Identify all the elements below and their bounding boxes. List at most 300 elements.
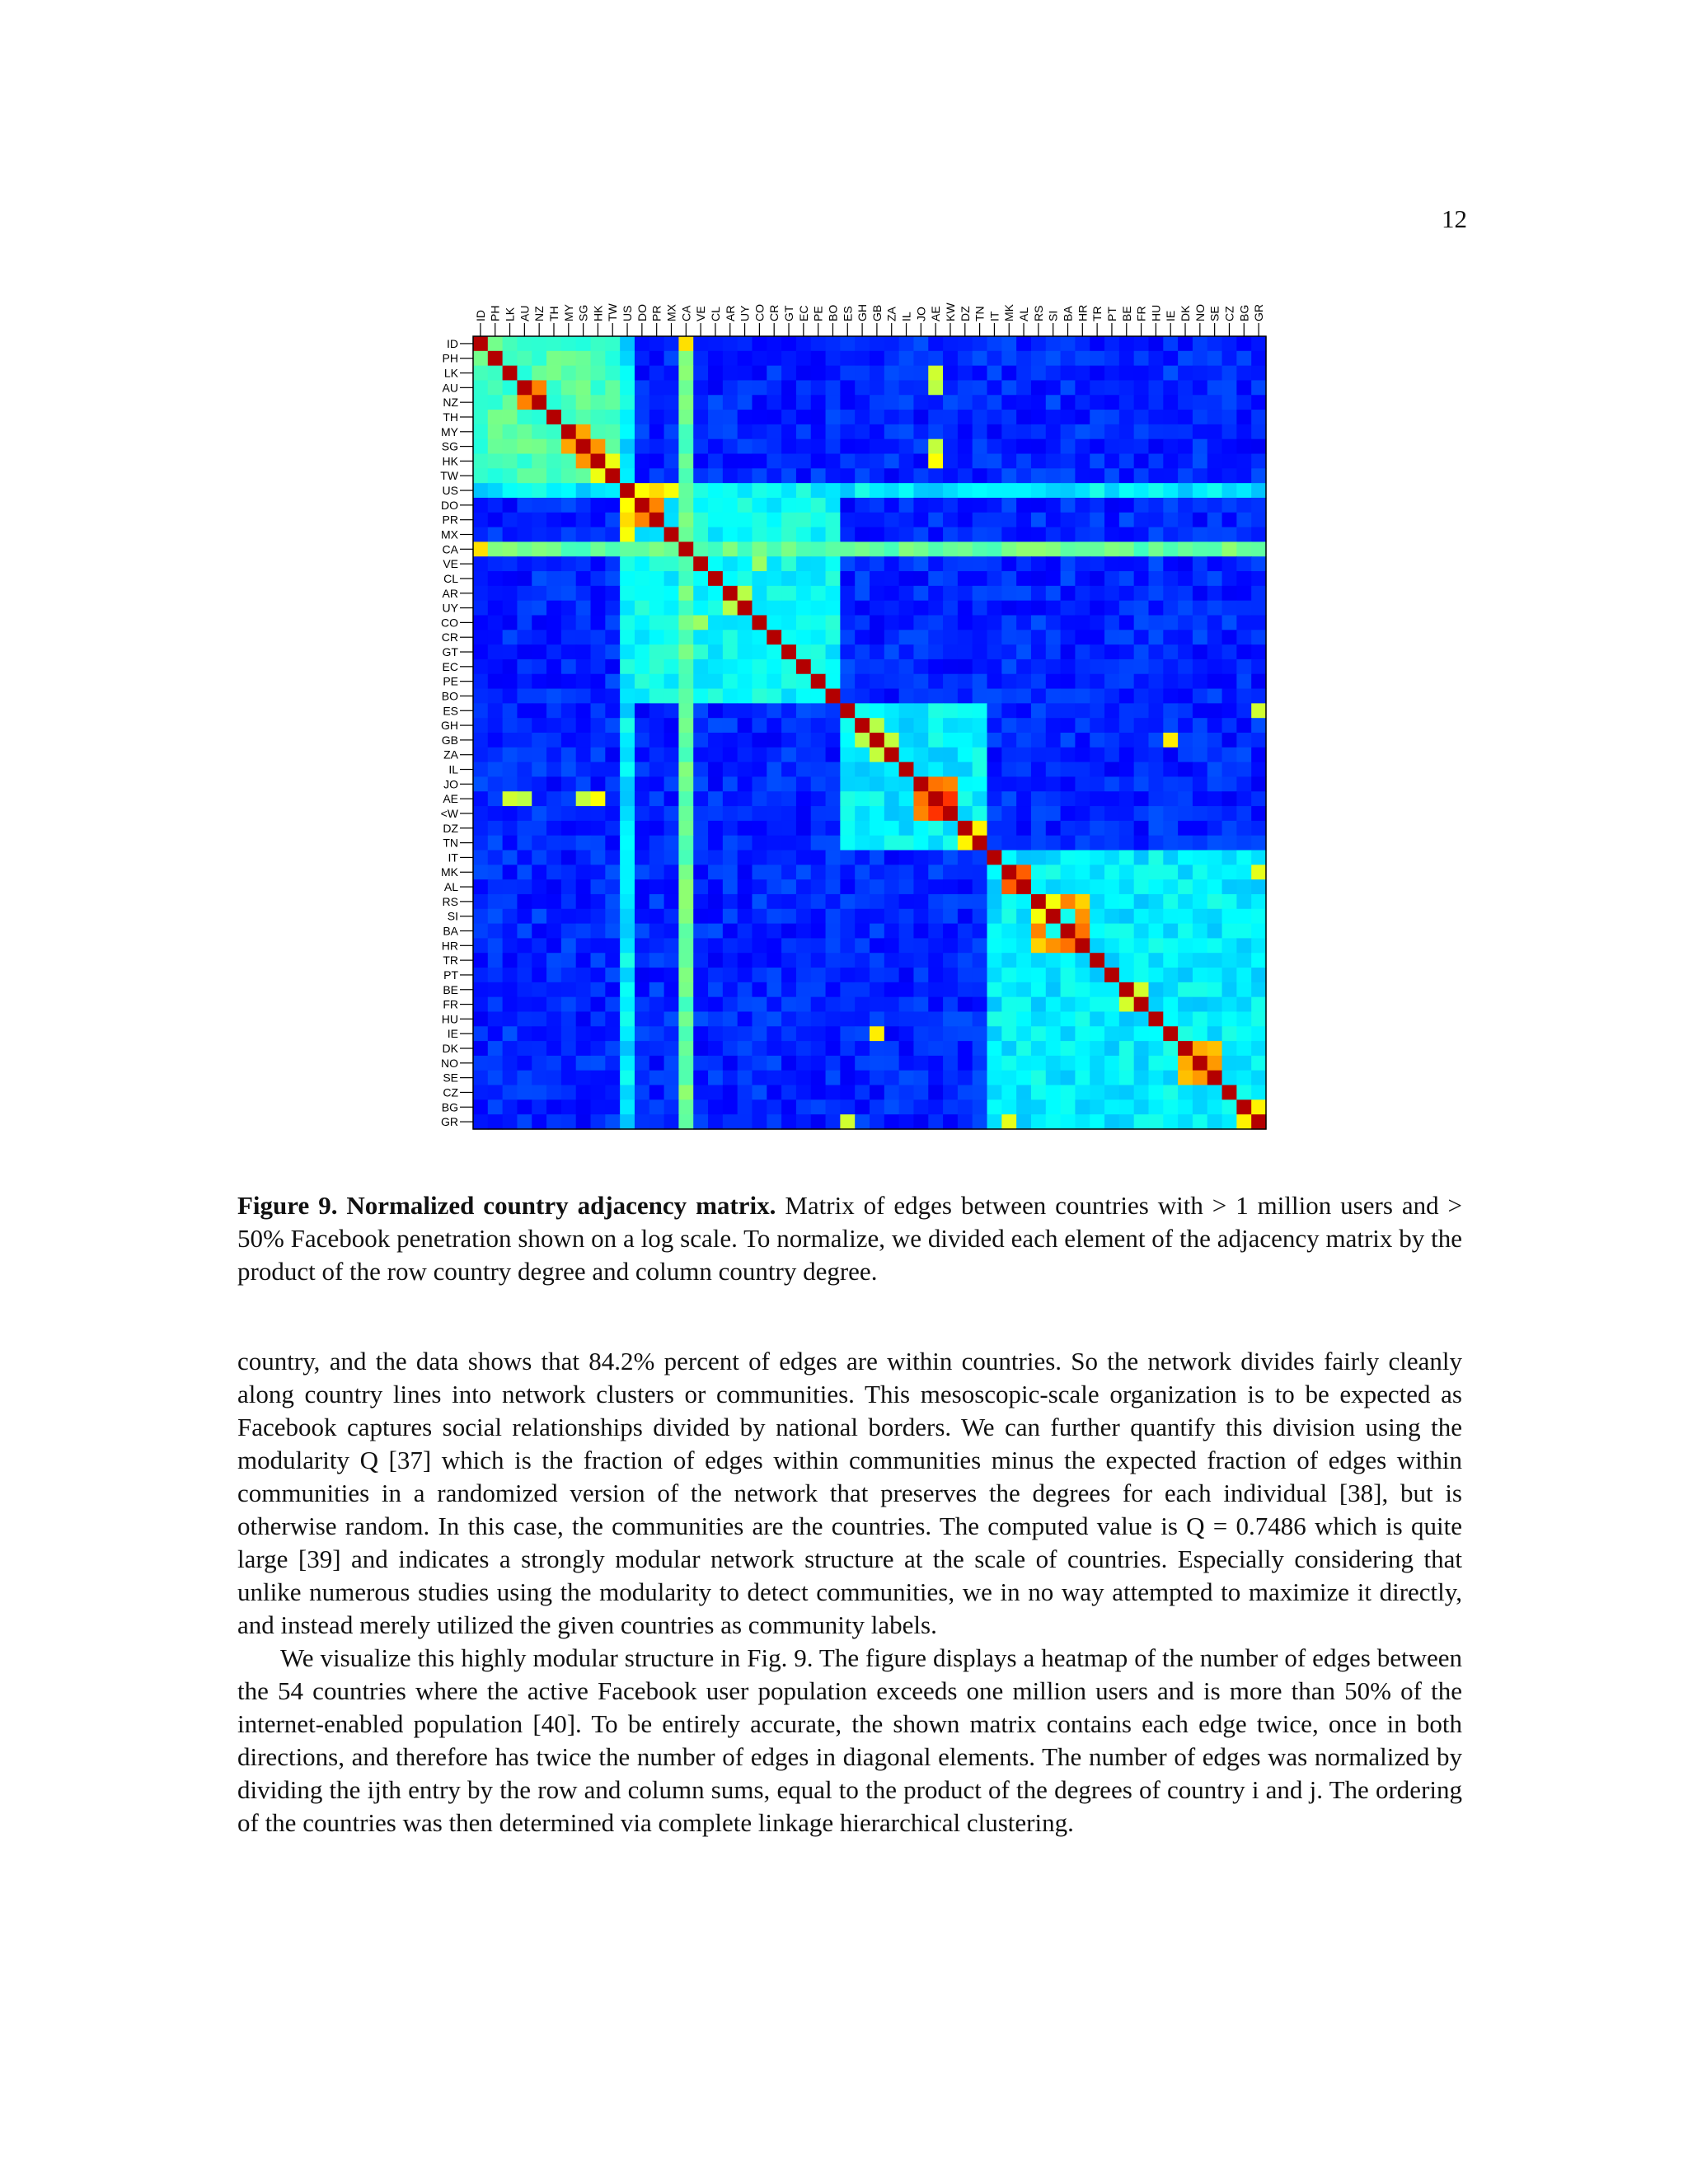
heatmap-cell — [870, 351, 884, 366]
heatmap-cell — [576, 1041, 591, 1056]
heatmap-cell — [1178, 571, 1193, 586]
col-label: KW — [943, 302, 957, 321]
heatmap-cell — [488, 527, 503, 542]
heatmap-cell — [1016, 615, 1031, 630]
heatmap-cell — [1193, 424, 1207, 439]
heatmap-cell — [1134, 733, 1149, 748]
heatmap-cell — [752, 938, 767, 953]
heatmap-cell — [958, 1114, 973, 1129]
heatmap-cell — [1001, 806, 1016, 821]
heatmap-cell — [1222, 938, 1237, 953]
heatmap-cell — [1207, 498, 1222, 513]
heatmap-cell — [1193, 791, 1207, 806]
heatmap-cell — [781, 762, 796, 777]
heatmap-cell — [517, 483, 532, 498]
heatmap-cell — [546, 865, 561, 879]
heatmap-cell — [649, 395, 664, 410]
heatmap-cell — [1119, 806, 1134, 821]
heatmap-cell — [1016, 776, 1031, 791]
heatmap-cell — [738, 1114, 753, 1129]
heatmap-cell — [1163, 748, 1178, 762]
heatmap-cell — [826, 879, 841, 894]
heatmap-cell — [678, 909, 693, 924]
heatmap-cell — [664, 586, 679, 601]
heatmap-cell — [561, 586, 576, 601]
heatmap-cell — [943, 997, 958, 1012]
heatmap-cell — [796, 1114, 811, 1129]
heatmap-cell — [708, 762, 723, 777]
heatmap-cell — [1046, 689, 1061, 704]
heatmap-cell — [1104, 851, 1119, 865]
heatmap-cell — [1251, 1041, 1266, 1056]
heatmap-cell — [532, 351, 546, 366]
heatmap-cell — [532, 748, 546, 762]
heatmap-cell — [561, 968, 576, 982]
heatmap-cell — [546, 821, 561, 836]
heatmap-cell — [1163, 541, 1178, 556]
heatmap-cell — [826, 689, 841, 704]
heatmap-cell — [1163, 556, 1178, 571]
heatmap-cell — [1119, 439, 1134, 454]
heatmap-cell — [855, 865, 870, 879]
heatmap-cell — [1193, 836, 1207, 851]
heatmap-cell — [546, 1099, 561, 1114]
heatmap-cell — [958, 1011, 973, 1026]
heatmap-cell — [738, 586, 753, 601]
col-label: PH — [488, 305, 502, 321]
heatmap-cell — [546, 527, 561, 542]
heatmap-cell — [1046, 454, 1061, 469]
heatmap-cell — [913, 410, 928, 424]
heatmap-cell — [1119, 527, 1134, 542]
heatmap-cell — [1222, 909, 1237, 924]
heatmap-cell — [532, 703, 546, 718]
heatmap-cell — [943, 1011, 958, 1026]
heatmap-cell — [1193, 366, 1207, 381]
heatmap-cell — [973, 982, 987, 997]
heatmap-cell — [1148, 879, 1163, 894]
heatmap-cell — [1207, 718, 1222, 733]
heatmap-cell — [928, 1011, 943, 1026]
heatmap-cell — [1090, 556, 1104, 571]
heatmap-cell — [1134, 424, 1149, 439]
heatmap-cell — [576, 395, 591, 410]
heatmap-cell — [473, 851, 488, 865]
heatmap-cell — [884, 982, 899, 997]
heatmap-cell — [649, 1114, 664, 1129]
heatmap-cell — [723, 513, 738, 527]
heatmap-cell — [1251, 351, 1266, 366]
heatmap-cell — [664, 865, 679, 879]
heatmap-cell — [488, 865, 503, 879]
heatmap-cell — [1104, 879, 1119, 894]
heatmap-cell — [1001, 483, 1016, 498]
heatmap-cell — [678, 644, 693, 659]
heatmap-cell — [1251, 1026, 1266, 1041]
heatmap-cell — [884, 1114, 899, 1129]
heatmap-cell — [943, 674, 958, 689]
heatmap-cell — [1148, 894, 1163, 909]
heatmap-cell — [1119, 879, 1134, 894]
heatmap-cell — [1222, 556, 1237, 571]
heatmap-cell — [1163, 968, 1178, 982]
heatmap-cell — [517, 762, 532, 777]
heatmap-cell — [1163, 953, 1178, 968]
heatmap-cell — [546, 982, 561, 997]
heatmap-cell — [1207, 894, 1222, 909]
heatmap-cell — [767, 483, 781, 498]
heatmap-cell — [591, 366, 606, 381]
heatmap-cell — [1134, 586, 1149, 601]
heatmap-cell — [973, 821, 987, 836]
heatmap-cell — [1001, 541, 1016, 556]
heatmap-cell — [811, 982, 826, 997]
heatmap-cell — [826, 644, 841, 659]
heatmap-cell — [473, 879, 488, 894]
heatmap-cell — [840, 424, 855, 439]
heatmap-cell — [1016, 879, 1031, 894]
heatmap-cell — [1001, 1071, 1016, 1085]
heatmap-cell — [473, 410, 488, 424]
heatmap-cell — [870, 336, 884, 351]
heatmap-cell — [664, 703, 679, 718]
heatmap-cell — [723, 615, 738, 630]
heatmap-cell — [708, 997, 723, 1012]
heatmap-cell — [561, 1114, 576, 1129]
heatmap-cell — [1031, 468, 1046, 483]
heatmap-cell — [796, 733, 811, 748]
heatmap-cell — [767, 380, 781, 395]
heatmap-cell — [693, 1026, 708, 1041]
heatmap-cell — [958, 791, 973, 806]
heatmap-cell — [943, 806, 958, 821]
heatmap-cell — [958, 380, 973, 395]
heatmap-cell — [899, 351, 914, 366]
heatmap-cell — [605, 909, 620, 924]
heatmap-cell — [708, 586, 723, 601]
heatmap-cell — [826, 483, 841, 498]
heatmap-cell — [899, 659, 914, 674]
heatmap-cell — [752, 982, 767, 997]
heatmap-cell — [870, 776, 884, 791]
col-label: PR — [649, 305, 663, 321]
heatmap-cell — [943, 630, 958, 644]
heatmap-cell — [943, 865, 958, 879]
heatmap-cell — [752, 806, 767, 821]
heatmap-cell — [723, 1071, 738, 1085]
heatmap-cell — [884, 615, 899, 630]
heatmap-cell — [1061, 336, 1076, 351]
heatmap-cell — [913, 1085, 928, 1100]
heatmap-cell — [620, 909, 635, 924]
heatmap-cell — [723, 1085, 738, 1100]
heatmap-cell — [1075, 424, 1090, 439]
heatmap-cell — [752, 1114, 767, 1129]
heatmap-cell — [532, 1041, 546, 1056]
heatmap-cell — [781, 982, 796, 997]
heatmap-cell — [855, 791, 870, 806]
heatmap-cell — [1193, 601, 1207, 616]
heatmap-cell — [752, 865, 767, 879]
heatmap-cell — [605, 586, 620, 601]
heatmap-cell — [1236, 968, 1251, 982]
heatmap-cell — [1236, 439, 1251, 454]
heatmap-cell — [1134, 982, 1149, 997]
heatmap-cell — [781, 1026, 796, 1041]
heatmap-cell — [855, 1041, 870, 1056]
heatmap-cell — [855, 336, 870, 351]
heatmap-cell — [620, 689, 635, 704]
heatmap-cell — [738, 703, 753, 718]
heatmap-cell — [1104, 894, 1119, 909]
heatmap-cell — [1178, 366, 1193, 381]
heatmap-cell — [973, 527, 987, 542]
heatmap-cell — [811, 366, 826, 381]
heatmap-cell — [738, 541, 753, 556]
heatmap-cell — [987, 806, 1002, 821]
heatmap-cell — [1119, 1071, 1134, 1085]
heatmap-cell — [1031, 1099, 1046, 1114]
heatmap-cell — [708, 571, 723, 586]
heatmap-cell — [1148, 541, 1163, 556]
heatmap-cell — [1163, 982, 1178, 997]
heatmap-cell — [1236, 556, 1251, 571]
heatmap-cell — [855, 762, 870, 777]
heatmap-cell — [767, 513, 781, 527]
heatmap-cell — [1090, 424, 1104, 439]
col-label: PT — [1104, 307, 1118, 321]
heatmap-cell — [855, 924, 870, 939]
heatmap-cell — [1222, 630, 1237, 644]
heatmap-cell — [1222, 762, 1237, 777]
heatmap-cell — [826, 865, 841, 879]
heatmap-cell — [635, 1099, 649, 1114]
heatmap-cell — [1163, 468, 1178, 483]
heatmap-cell — [752, 586, 767, 601]
heatmap-cell — [1207, 748, 1222, 762]
heatmap-cell — [928, 454, 943, 469]
heatmap-cell — [635, 336, 649, 351]
heatmap-cell — [635, 924, 649, 939]
heatmap-cell — [517, 776, 532, 791]
heatmap-cell — [1222, 601, 1237, 616]
heatmap-cell — [1251, 659, 1266, 674]
heatmap-cell — [943, 791, 958, 806]
heatmap-cell — [1148, 366, 1163, 381]
heatmap-cell — [958, 674, 973, 689]
heatmap-cell — [591, 1071, 606, 1085]
heatmap-cell — [708, 1099, 723, 1114]
heatmap-cell — [503, 938, 518, 953]
heatmap-cell — [767, 424, 781, 439]
heatmap-cell — [532, 615, 546, 630]
figure-caption — [237, 1189, 1462, 1288]
heatmap-cell — [1134, 1114, 1149, 1129]
heatmap-cell — [1016, 366, 1031, 381]
heatmap-cell — [973, 424, 987, 439]
heatmap-cell — [678, 733, 693, 748]
heatmap-cell — [503, 791, 518, 806]
heatmap-cell — [664, 924, 679, 939]
heatmap-cell — [708, 718, 723, 733]
heatmap-cell — [517, 703, 532, 718]
heatmap-cell — [503, 1099, 518, 1114]
heatmap-cell — [943, 1071, 958, 1085]
heatmap-cell — [664, 541, 679, 556]
heatmap-cell — [1031, 806, 1046, 821]
heatmap-cell — [811, 748, 826, 762]
heatmap-cell — [1119, 997, 1134, 1012]
heatmap-cell — [973, 336, 987, 351]
heatmap-cell — [1090, 718, 1104, 733]
heatmap-cell — [899, 674, 914, 689]
heatmap-cell — [1163, 366, 1178, 381]
heatmap-cell — [561, 909, 576, 924]
heatmap-cell — [738, 571, 753, 586]
heatmap-cell — [473, 894, 488, 909]
heatmap-cell — [1134, 366, 1149, 381]
heatmap-cell — [678, 659, 693, 674]
heatmap-cell — [1001, 879, 1016, 894]
heatmap-cell — [635, 1026, 649, 1041]
heatmap-cell — [649, 879, 664, 894]
heatmap-cell — [958, 982, 973, 997]
heatmap-cell — [473, 791, 488, 806]
heatmap-cell — [884, 527, 899, 542]
heatmap-cell — [1163, 380, 1178, 395]
row-label: UY — [442, 601, 458, 615]
heatmap-cell — [1031, 571, 1046, 586]
heatmap-cell — [1163, 1099, 1178, 1114]
heatmap-cell — [473, 556, 488, 571]
heatmap-cell — [708, 424, 723, 439]
heatmap-cell — [723, 380, 738, 395]
heatmap-cell — [678, 806, 693, 821]
heatmap-cell — [605, 776, 620, 791]
heatmap-cell — [1148, 909, 1163, 924]
heatmap-cell — [1016, 541, 1031, 556]
heatmap-cell — [1222, 513, 1237, 527]
heatmap-cell — [1222, 1026, 1237, 1041]
heatmap-cell — [884, 630, 899, 644]
heatmap-cell — [1090, 586, 1104, 601]
heatmap-cell — [1251, 909, 1266, 924]
heatmap-cell — [796, 674, 811, 689]
heatmap-cell — [811, 924, 826, 939]
heatmap-cell — [591, 806, 606, 821]
heatmap-cell — [1119, 748, 1134, 762]
heatmap-cell — [1046, 851, 1061, 865]
heatmap-cell — [1061, 659, 1076, 674]
heatmap-cell — [1061, 953, 1076, 968]
heatmap-cell — [664, 483, 679, 498]
heatmap-cell — [664, 410, 679, 424]
heatmap-cell — [1236, 851, 1251, 865]
heatmap-cell — [576, 776, 591, 791]
heatmap-cell — [943, 454, 958, 469]
heatmap-cell — [987, 674, 1002, 689]
row-label: ES — [443, 704, 458, 718]
heatmap-cell — [1163, 894, 1178, 909]
heatmap-cell — [767, 1026, 781, 1041]
heatmap-cell — [738, 351, 753, 366]
heatmap-cell — [1148, 1026, 1163, 1041]
row-label: CR — [441, 630, 458, 644]
heatmap-cell — [591, 498, 606, 513]
heatmap-cell — [1001, 366, 1016, 381]
heatmap-cell — [752, 513, 767, 527]
heatmap-cell — [532, 644, 546, 659]
heatmap-cell — [591, 1041, 606, 1056]
col-label: CA — [679, 305, 693, 321]
heatmap-cell — [1075, 851, 1090, 865]
heatmap-cell — [826, 997, 841, 1012]
heatmap-cell — [649, 541, 664, 556]
heatmap-cell — [635, 806, 649, 821]
heatmap-cell — [649, 644, 664, 659]
heatmap-cell — [473, 1099, 488, 1114]
heatmap-cell — [576, 748, 591, 762]
heatmap-cell — [796, 527, 811, 542]
heatmap-cell — [943, 836, 958, 851]
heatmap-cell — [517, 541, 532, 556]
heatmap-cell — [958, 571, 973, 586]
heatmap-cell — [1031, 982, 1046, 997]
heatmap-cell — [576, 836, 591, 851]
heatmap-cell — [649, 968, 664, 982]
heatmap-cell — [561, 953, 576, 968]
heatmap-cell — [576, 806, 591, 821]
heatmap-cell — [591, 454, 606, 469]
heatmap-cell — [1104, 748, 1119, 762]
heatmap-cell — [973, 468, 987, 483]
heatmap-cell — [723, 483, 738, 498]
heatmap-cell — [1163, 1071, 1178, 1085]
heatmap-cell — [473, 644, 488, 659]
heatmap-cell — [723, 689, 738, 704]
heatmap-cell — [913, 468, 928, 483]
heatmap-cell — [723, 894, 738, 909]
heatmap-cell — [1061, 1011, 1076, 1026]
heatmap-cell — [1148, 865, 1163, 879]
heatmap-cell — [1134, 806, 1149, 821]
heatmap-cell — [928, 968, 943, 982]
heatmap-cell — [1016, 674, 1031, 689]
heatmap-cell — [1090, 924, 1104, 939]
heatmap-cell — [1178, 1056, 1193, 1071]
heatmap-cell — [1119, 674, 1134, 689]
heatmap-cell — [576, 865, 591, 879]
heatmap-cell — [1016, 439, 1031, 454]
heatmap-cell — [1207, 821, 1222, 836]
heatmap-cell — [840, 894, 855, 909]
heatmap-cell — [913, 556, 928, 571]
heatmap-cell — [781, 659, 796, 674]
heatmap-cell — [855, 513, 870, 527]
heatmap-cell — [913, 894, 928, 909]
heatmap-cell — [1163, 527, 1178, 542]
heatmap-cell — [884, 865, 899, 879]
row-label: GH — [441, 719, 458, 733]
heatmap-cell — [943, 924, 958, 939]
heatmap-cell — [1207, 556, 1222, 571]
heatmap-cell — [546, 1041, 561, 1056]
heatmap-cell — [723, 938, 738, 953]
heatmap-cell — [781, 865, 796, 879]
row-label: JO — [443, 777, 458, 791]
heatmap-cell — [1016, 513, 1031, 527]
heatmap-cell — [678, 1056, 693, 1071]
